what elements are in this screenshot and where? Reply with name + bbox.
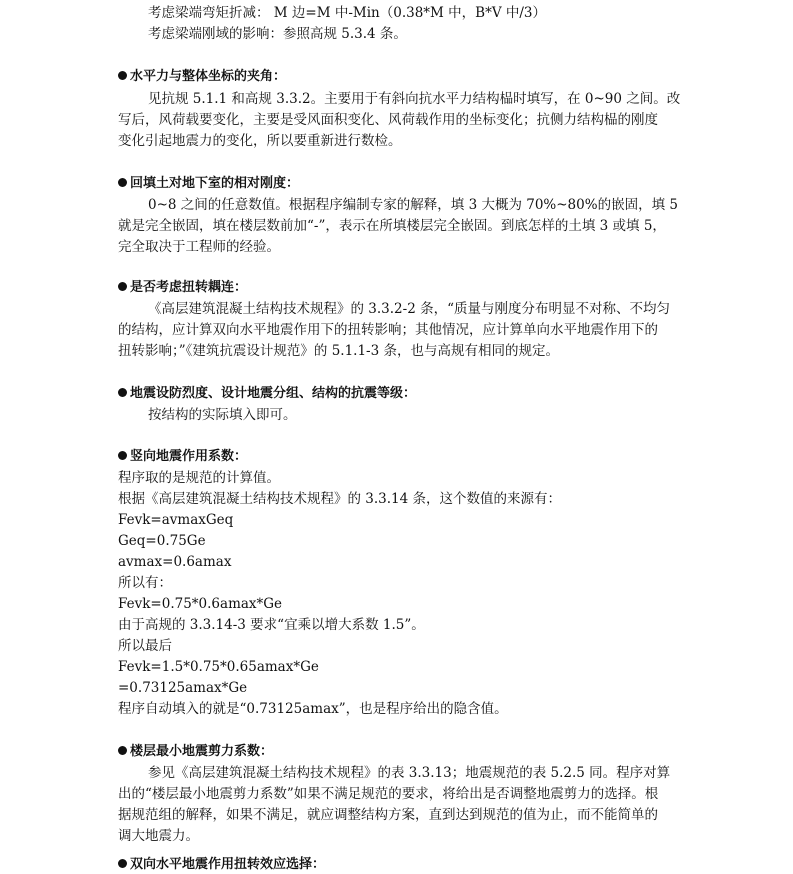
paragraph-line: 据规范组的解释，如果不满足，就应调整结构方案，直到达到规范的值为止，而不能简单的 xyxy=(118,807,658,823)
bullet-icon xyxy=(118,388,127,397)
formula-line: Geq=0.75Ge xyxy=(118,533,206,549)
heading-min-seismic-shear xyxy=(118,743,273,761)
paragraph-line: 调大地震力。 xyxy=(118,828,199,844)
paragraph-line: 完全取决于工程师的经验。 xyxy=(118,239,280,255)
heading-text: 是否考虑扭转耦连： xyxy=(130,280,248,295)
heading-vertical-seismic-coefficient xyxy=(118,448,247,466)
paragraph-line: 见抗规 5.1.1 和高规 3.3.2。主要用于有斜向抗水平力结构榀时填写，在 0~90 之间。改 xyxy=(148,91,681,107)
heading-torsion-coupling xyxy=(118,279,247,297)
bullet-icon xyxy=(118,451,127,460)
paragraph-line: 所以最后 xyxy=(118,638,172,654)
paragraph-line: 由于高规的 3.3.14-3 要求“宜乘以增大系数 1.5”。 xyxy=(118,617,425,633)
paragraph-line: 所以有： xyxy=(118,575,172,591)
bullet-icon xyxy=(118,282,127,291)
beam-rigid-zone-line: 考虑梁端刚域的影响：参照高规 5.3.4 条。 xyxy=(148,26,407,42)
heading-bidirectional-torsion xyxy=(118,856,325,874)
bullet-icon xyxy=(118,859,127,868)
paragraph-line: 写后，风荷载要变化，主要是受风面积变化、风荷载作用的坐标变化；抗侧力结构榀的刚度 xyxy=(118,112,658,128)
heading-text: 水平力与整体坐标的夹角： xyxy=(130,69,287,84)
heading-backfill-stiffness xyxy=(118,175,299,193)
heading-text: 回填土对地下室的相对刚度： xyxy=(130,176,300,191)
heading-horizontal-force-angle xyxy=(118,68,286,86)
paragraph-line: 按结构的实际填入即可。 xyxy=(148,407,297,423)
paragraph-line: 就是完全嵌固，填在楼层数前加“-”，表示在所填楼层完全嵌固。到底怎样的土填 3 或填 5， xyxy=(118,218,666,234)
paragraph-line: 《高层建筑混凝土结构技术规程》的 3.3.2-2 条，“质量与刚度分布明显不对称、不均匀 xyxy=(148,301,670,317)
heading-text: 地震设防烈度、设计地震分组、结构的抗震等级： xyxy=(130,386,417,401)
formula-line: avmax=0.6amax xyxy=(118,554,232,570)
heading-text: 双向水平地震作用扭转效应选择： xyxy=(130,857,326,872)
paragraph-line: 程序取的是规范的计算值。 xyxy=(118,470,280,486)
paragraph-line: 扭转影响；”《建筑抗震设计规范》的 5.1.1-3 条，也与高规有相同的规定。 xyxy=(118,343,559,359)
paragraph-line: 出的“楼层最小地震剪力系数”如果不满足规范的要求，将给出是否调整地震剪力的选择。根 xyxy=(118,786,659,802)
formula-line: Fevk=0.75*0.6amax*Ge xyxy=(118,596,283,612)
paragraph-line: 变化引起地震力的变化，所以要重新进行数检。 xyxy=(118,133,402,149)
formula-line: =0.73125amax*Ge xyxy=(118,680,248,696)
paragraph-line: 的结构，应计算双向水平地震作用下的扭转影响；其他情况，应计算单向水平地震作用下的 xyxy=(118,322,658,338)
formula-line: Fevk=1.5*0.75*0.65amax*Ge xyxy=(118,659,319,675)
paragraph-line: 0~8 之间的任意数值。根据程序编制专家的解释，填 3 大概为 70%~80%的嵌固，填 5 xyxy=(148,197,678,213)
heading-text: 楼层最小地震剪力系数： xyxy=(130,744,274,759)
heading-text: 竖向地震作用系数： xyxy=(130,449,248,464)
formula-line: Fevk=avmaxGeq xyxy=(118,512,234,528)
heading-seismic-intensity xyxy=(118,385,416,403)
bullet-icon xyxy=(118,746,127,755)
paragraph-line: 根据《高层建筑混凝土结构技术规程》的 3.3.14 条，这个数值的来源有： xyxy=(118,491,562,507)
beam-moment-reduction-line: 考虑梁端弯矩折减： M 边=M 中-Min（0.38*M 中，B*V 中/3） xyxy=(148,5,546,21)
paragraph-line: 程序自动填入的就是“0.73125amax”，也是程序给出的隐含值。 xyxy=(118,701,508,717)
bullet-icon xyxy=(118,178,127,187)
bullet-icon xyxy=(118,71,127,80)
paragraph-line: 参见《高层建筑混凝土结构技术规程》的表 3.3.13；地震规范的表 5.2.5 同。程序对算 xyxy=(148,765,671,781)
